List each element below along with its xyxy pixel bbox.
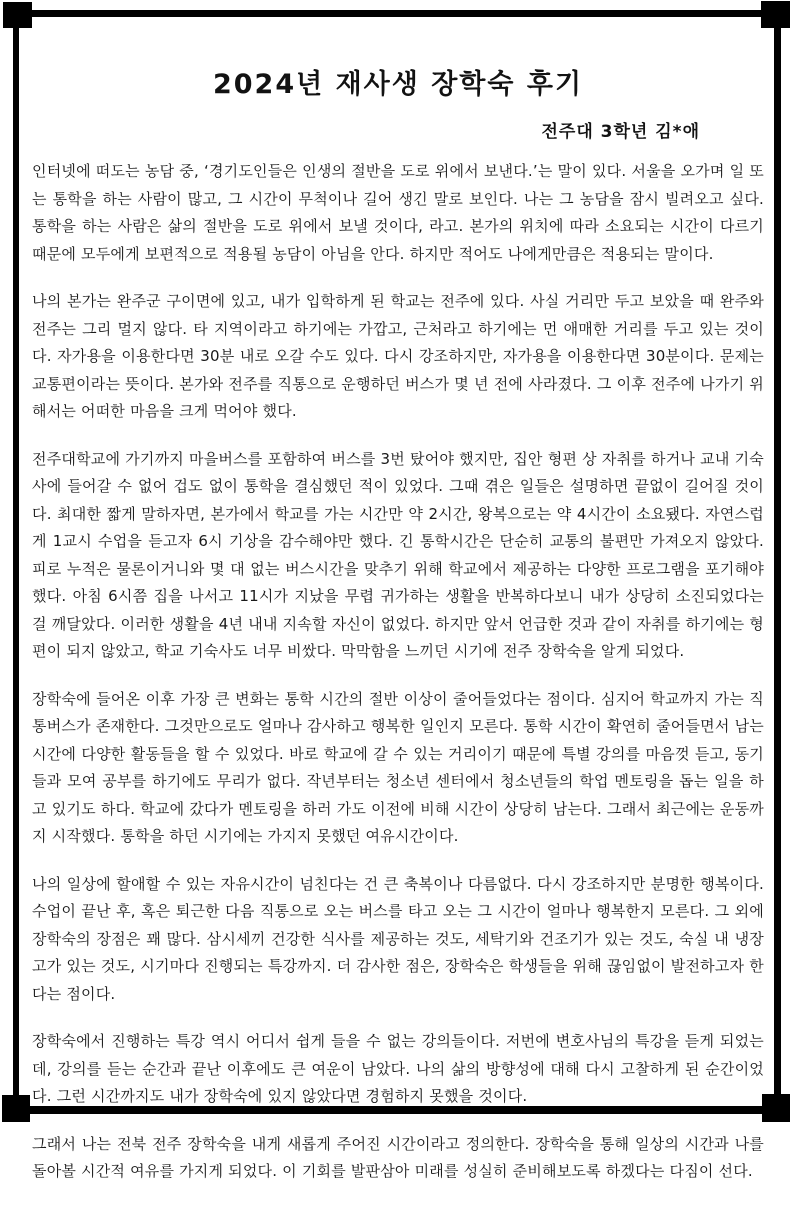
page-title: 2024년 재사생 장학숙 후기 (212, 69, 584, 100)
frame-left-bar (13, 26, 19, 1098)
frame-top-bar (26, 10, 766, 17)
frame-right-bar (774, 26, 781, 1098)
paragraph: 나의 본가는 완주군 구이면에 있고, 내가 입학하게 된 학교는 전주에 있다. 사실 거리만 두고 보았을 때 완주와 전주는 그리 멀지 않다. 타 지역이라고 하기에는 가깝고, 근처라고 하기에는 먼 애매한 거리를 두고 있는 것이다. 자가용을 이용한다면 30분 내로 오갈 수도 있다. 다시 강조하지만, 자가용을 이용한다면 30분이다. 문제는 교통편이라는 뜻이다. 본가와 전주를 직통으로 운행하던 버스가 몇 년 전에 사라졌다. 그 이후 전주에 나가기 위해서는 어떠한 마음을 크게 먹어야 했다. (32, 292, 764, 420)
frame-corner-top-right (761, 1, 790, 28)
paragraph: 장학숙에 들어온 이후 가장 큰 변화는 통학 시간의 절반 이상이 줄어들었다는 점이다. 심지어 학교까지 가는 직통버스가 존재한다. 그것만으로도 얼마나 감사하고 행복한 일인지 모른다. 통학 시간이 확연히 줄어들면서 남는 시간에 다양한 활동들을 할 수 있었다. 바로 학교에 갈 수 있는 거리이기 때문에 특별 강의를 마음껏 듣고, 동기들과 모여 공부를 하기에도 무리가 없다. 작년부터는 청소년 센터에서 청소년들의 학업 멘토링을 돕는 일을 하고 있기도 하다. 학교에 갔다가 멘토링을 하러 가도 이전에 비해 시간이 상당히 남는다. 그래서 최근에는 운동까지 시작했다. 통학을 하던 시기에는 가지지 못했던 여유시간이다. (32, 689, 764, 845)
paragraph: 전주대학교에 가기까지 마을버스를 포함하여 버스를 3번 탔어야 했지만, 집안 형편 상 자취를 하거나 교내 기숙사에 들어갈 수 없어 겁도 없이 통학을 결심했던 적이 있었다. 그때 겪은 일들은 설명하면 끝없이 길어질 것이다. 최대한 짧게 말하자면, 본가에서 학교를 가는 시간만 약 2시간, 왕복으로는 약 4시간이 소요됐다. 자연스럽게 1교시 수업을 듣고자 6시 기상을 감수해야만 했다. 긴 통학시간은 단순히 교통의 불편만 가져오지 않았다. 피로 누적은 물론이거니와 몇 대 없는 버스시간을 맞추기 위해 학교에서 제공하는 다양한 프로그램을 포기해야 했다. 아침 6시쯤 집을 나서고 11시가 지났을 무렵 귀가하는 생활을 반복하다보니 내가 상당히 소진되었다는 걸 깨달았다. 이러한 생활을 4년 내내 지속할 자신이 없었다. 하지만 앞서 언급한 것과 같이 자취를 하기에는 형편이 되지 않았고, 학교 기숙사도 너무 비쌌다. 막막함을 느끼던 시기에 전주 장학숙을 알게 되었다. (32, 449, 764, 660)
document-content (32, 50, 764, 1206)
paragraph: 나의 일상에 할애할 수 있는 자유시간이 넘친다는 건 큰 축복이나 다름없다. 다시 강조하지만 분명한 행복이다. 수업이 끝난 후, 혹은 퇴근한 다음 직통으로 오는 버스를 타고 오는 그 시간이 얼마나 행복한지 모른다. 그 외에 장학숙의 장점은 꽤 많다. 삼시세끼 건강한 식사를 제공하는 것도, 세탁기와 건조기가 있는 것도, 숙실 내 냉장고가 있는 것도, 시기마다 진행되는 특강까지. 더 감사한 점은, 장학숙은 학생들을 위해 끊임없이 발전하고자 한다는 점이다. (32, 874, 764, 1003)
paragraph: 그래서 나는 전북 전주 장학숙을 내게 새롭게 주어진 시간이라고 정의한다. 장학숙을 통해 일상의 시간과 나를 돌아볼 시간적 여유를 가지게 되었다. 이 기회를 발판삼아 미래를 성실히 준비해보도록 하겠다는 다짐이 선다. (32, 1134, 764, 1180)
paragraph: 인터넷에 떠도는 농담 중, ‘경기도인들은 인생의 절반을 도로 위에서 보낸다.’는 말이 있다. 서울을 오가며 일 또는 통학을 하는 사람이 많고, 그 시간이 무척이나 길어 생긴 말로 보인다. 나는 그 농담을 잠시 빌려오고 싶다. 통학을 하는 사람은 삶의 절반을 도로 위에서 보낼 것이다, 라고. 본가의 위치에 따라 소요되는 시간이 다르기 때문에 모두에게 보편적으로 적용될 농담이 아님을 안다. 하지만 적어도 나에게만큼은 적용되는 말이다. (32, 162, 764, 263)
frame-corner-bottom-left (2, 1095, 30, 1122)
frame-corner-top-left (3, 2, 32, 28)
frame-corner-bottom-right (762, 1094, 790, 1122)
essay-body (32, 158, 764, 1186)
author-byline: 전주대 3학년 김*애 (541, 122, 700, 142)
paragraph: 장학숙에서 진행하는 특강 역시 어디서 쉽게 들을 수 없는 강의들이다. 저번에 변호사님의 특강을 듣게 되었는데, 강의를 듣는 순간과 끝난 이후에도 큰 여운이 남았다. 나의 삶의 방향성에 대해 다시 고찰하게 된 순간이었다. 그런 시간까지도 내가 장학숙에 있지 않았다면 경험하지 못했을 것이다. (32, 1032, 764, 1105)
